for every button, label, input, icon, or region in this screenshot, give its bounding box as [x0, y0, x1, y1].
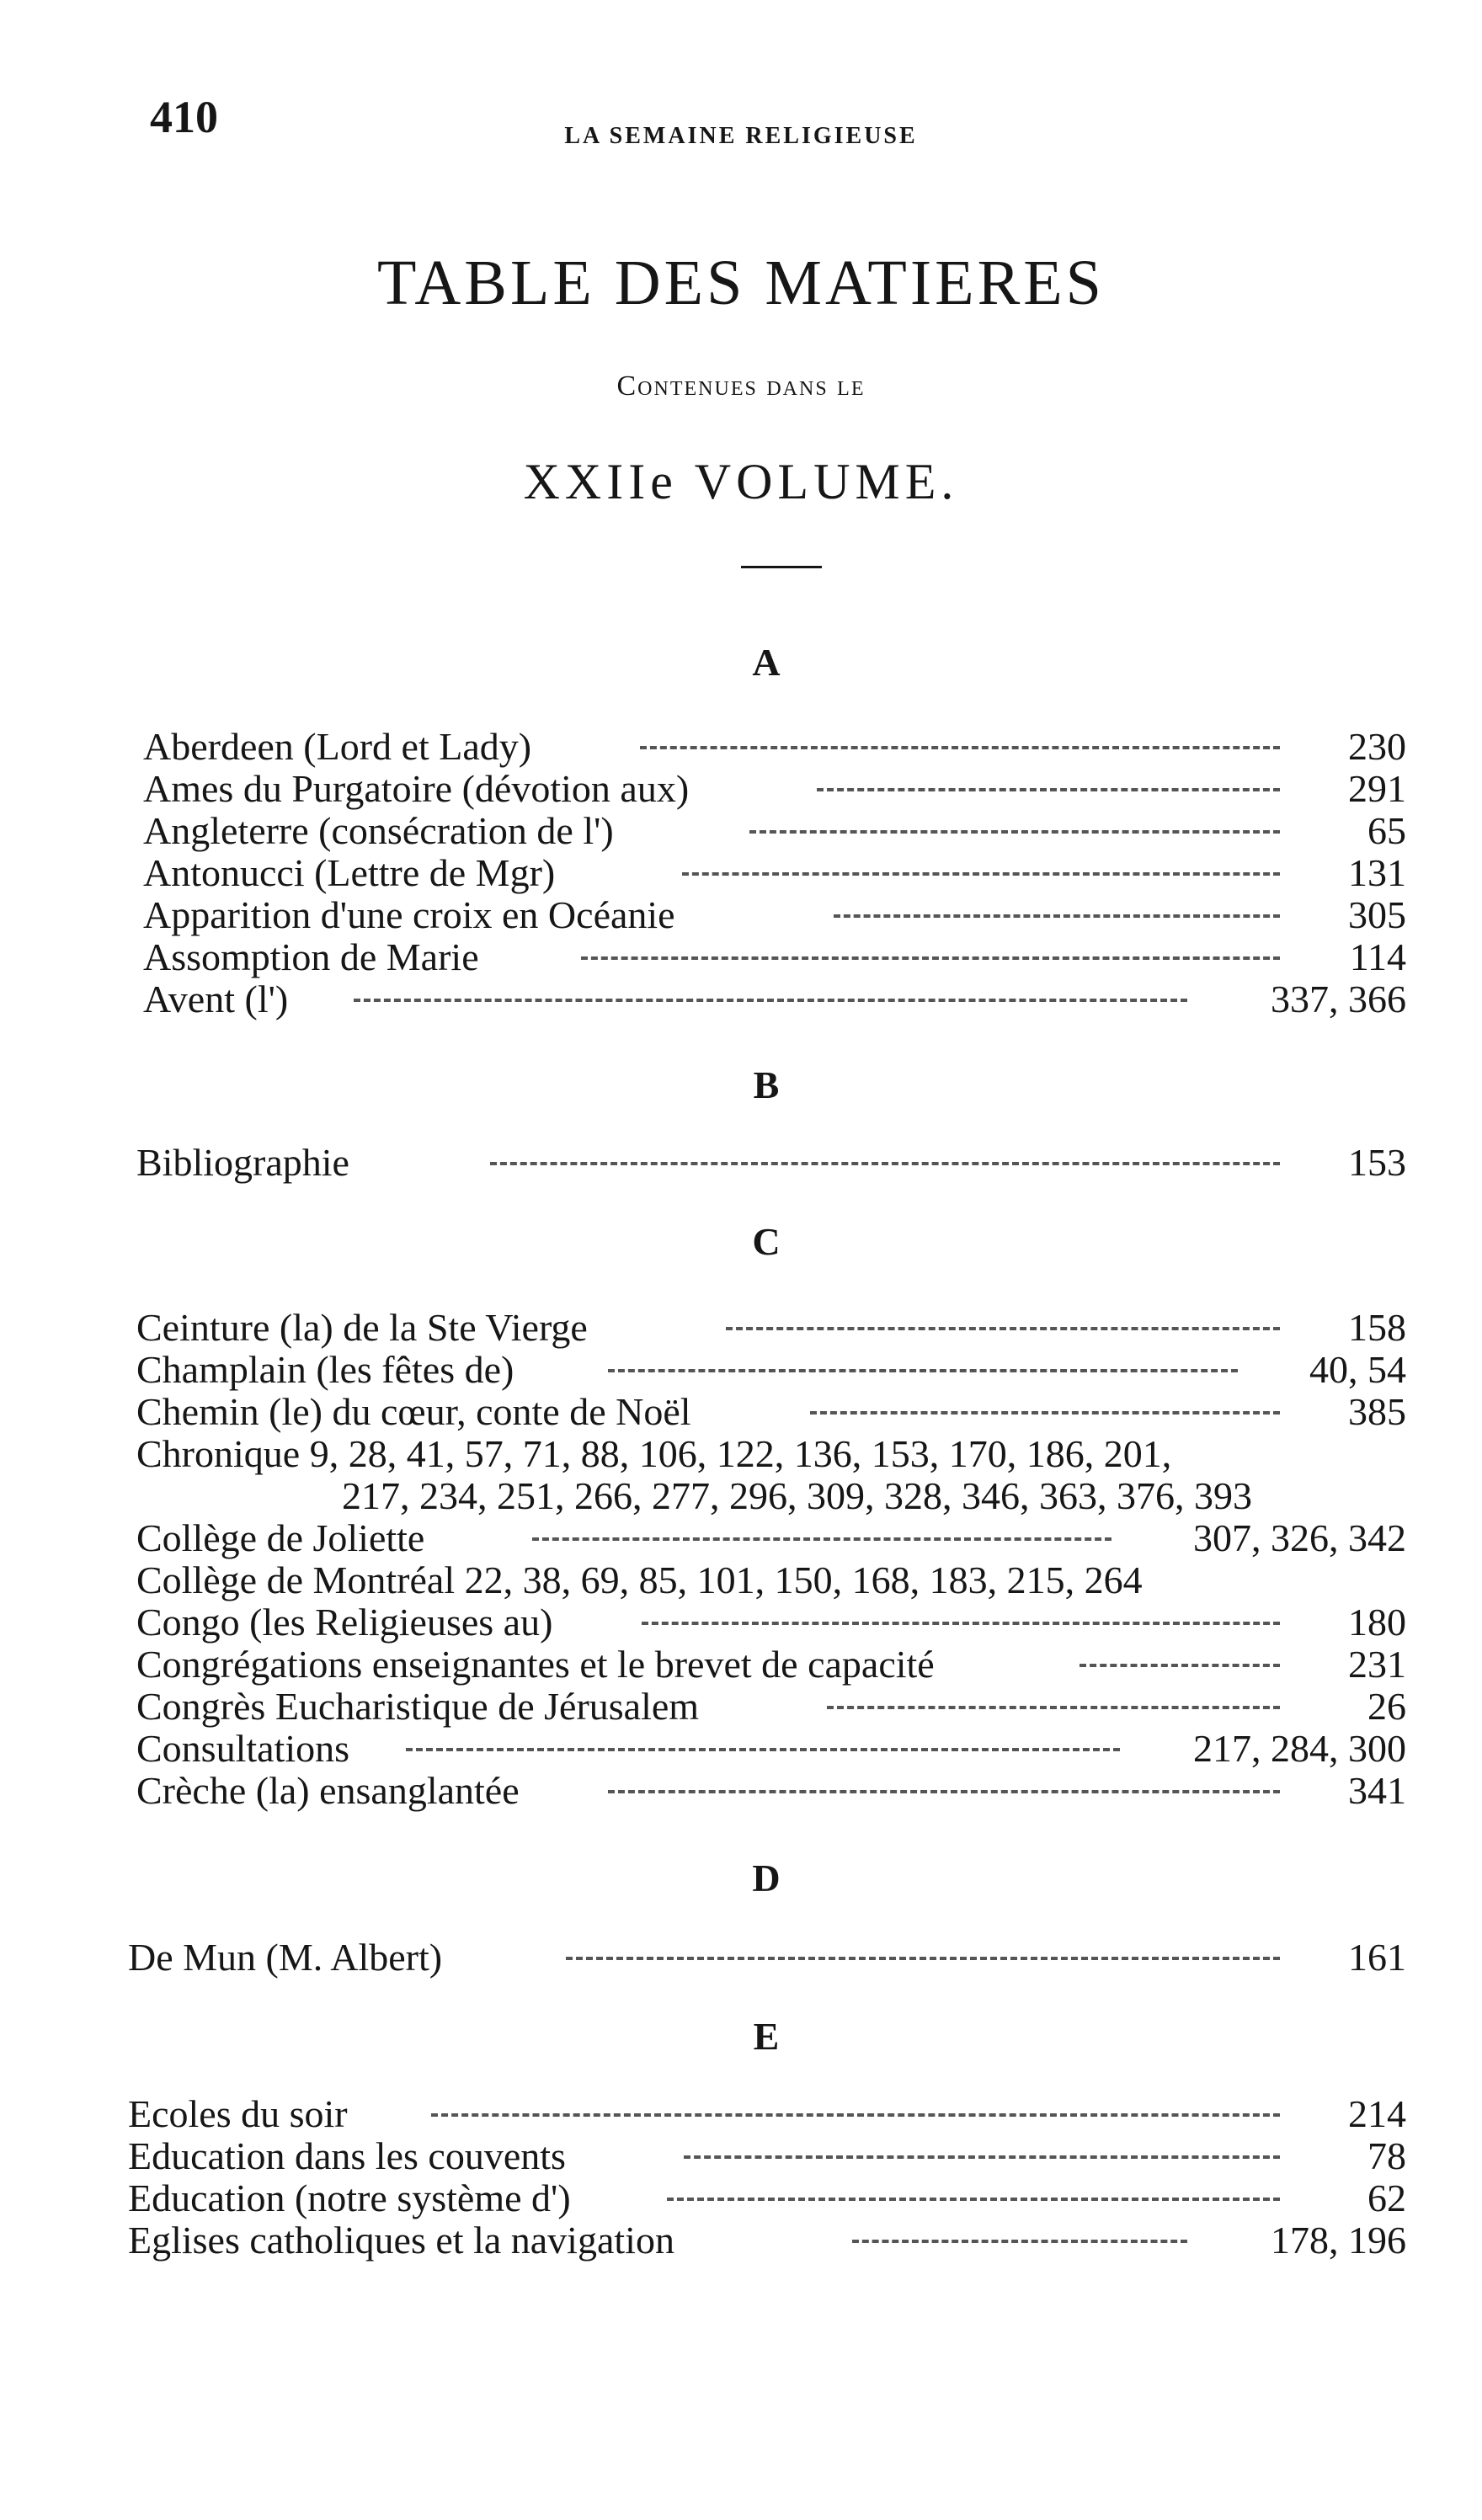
index-entry [143, 894, 1406, 936]
leader-dots [566, 1937, 1280, 1960]
entry-label: Collège de Joliette [136, 1516, 425, 1559]
entry-label: Ames du Purgatoire (dévotion aux) [143, 767, 690, 810]
entry-pages: 214 [1348, 2092, 1406, 2135]
index-entry [136, 1517, 1406, 1559]
entry-pages: 305 [1348, 893, 1406, 936]
entry-label: Bibliographie [136, 1141, 349, 1184]
index-entry [143, 852, 1406, 894]
leader-dots [852, 2219, 1187, 2243]
index-entry [136, 1433, 1406, 1475]
index-entry [143, 978, 1406, 1020]
index-entry [136, 1559, 1406, 1601]
entry-label: Apparition d'une croix en Océanie [143, 893, 675, 936]
entry-label: 217, 234, 251, 266, 277, 296, 309, 328, 346, 363, 376, 393 [342, 1474, 1252, 1517]
entry-label: Antonucci (Lettre de Mgr) [143, 851, 556, 894]
leader-dots [834, 894, 1280, 918]
section-letter-b: B [753, 1063, 780, 1106]
leader-dots [1080, 1644, 1280, 1667]
entry-label: Angleterre (consécration de l') [143, 809, 614, 852]
leader-dots [726, 1307, 1280, 1330]
page-number: 410 [150, 92, 218, 142]
index-entry [136, 1601, 1406, 1644]
leader-dots [642, 1601, 1280, 1625]
index-entry [136, 1349, 1406, 1391]
index-entry-continuation [136, 1475, 1406, 1517]
leader-dots [354, 978, 1187, 1002]
entry-pages: 161 [1348, 1936, 1406, 1979]
leader-dots [682, 852, 1280, 876]
entry-pages: 231 [1348, 1643, 1406, 1686]
leader-dots [667, 2177, 1280, 2201]
entry-pages: 40, 54 [1309, 1348, 1406, 1391]
entry-label: Education dans les couvents [128, 2134, 566, 2177]
entry-label: Assomption de Marie [143, 935, 479, 978]
section-letter-c: C [752, 1220, 781, 1263]
entry-label: Eglises catholiques et la navigation [128, 2219, 674, 2262]
entry-pages: 78 [1367, 2134, 1406, 2177]
entry-label: Collège de Montréal 22, 38, 69, 85, 101, 150, 168, 183, 215, 264 [136, 1558, 1143, 1601]
leader-dots [640, 726, 1280, 749]
index-entry [136, 1307, 1406, 1349]
index-entry [128, 2177, 1406, 2219]
entry-label: Congrès Eucharistique de Jérusalem [136, 1685, 700, 1728]
index-entry [128, 2135, 1406, 2177]
index-entry [143, 768, 1406, 810]
index-entry [128, 1937, 1406, 1979]
section-letter-a: A [752, 641, 781, 684]
entry-label: Chronique 9, 28, 41, 57, 71, 88, 106, 122, 136, 153, 170, 186, 201, [136, 1432, 1172, 1475]
entry-pages: 114 [1349, 935, 1406, 978]
entry-pages: 65 [1367, 809, 1406, 852]
index-entry [136, 1644, 1406, 1686]
running-title: LA SEMAINE RELIGIEUSE [564, 123, 918, 149]
index-entry [128, 2219, 1406, 2262]
entry-pages: 158 [1348, 1306, 1406, 1349]
entry-pages: 180 [1348, 1601, 1406, 1644]
leader-dots [431, 2093, 1280, 2117]
page-title: TABLE DES MATIERES [377, 248, 1105, 318]
entry-label: Aberdeen (Lord et Lady) [143, 725, 532, 768]
entry-label: Ceinture (la) de la Ste Vierge [136, 1306, 588, 1349]
leader-dots [581, 936, 1280, 960]
leader-dots [490, 1142, 1280, 1165]
page-header [0, 91, 1482, 150]
entry-pages: 62 [1367, 2176, 1406, 2219]
leader-dots [810, 1391, 1280, 1415]
index-entry [136, 1686, 1406, 1728]
leader-dots [749, 810, 1280, 834]
entry-pages: 385 [1348, 1390, 1406, 1433]
entry-label: De Mun (M. Albert) [128, 1936, 443, 1979]
entry-pages: 307, 326, 342 [1193, 1516, 1406, 1559]
entry-label: Champlain (les fêtes de) [136, 1348, 514, 1391]
index-entry [136, 1391, 1406, 1433]
entry-pages: 217, 284, 300 [1193, 1727, 1406, 1770]
index-entry [128, 2093, 1406, 2135]
entry-label: Ecoles du soir [128, 2092, 348, 2135]
index-entry [143, 726, 1406, 768]
entry-pages: 131 [1348, 851, 1406, 894]
leader-dots [406, 1728, 1120, 1751]
entry-pages: 337, 366 [1271, 978, 1406, 1020]
section-letter-d: D [752, 1857, 781, 1899]
entry-label: Crèche (la) ensanglantée [136, 1769, 520, 1812]
section-letter-e: E [753, 2015, 780, 2058]
entry-pages: 230 [1348, 725, 1406, 768]
index-entry [143, 810, 1406, 852]
entry-label: Congo (les Religieuses au) [136, 1601, 553, 1644]
entry-pages: 341 [1348, 1769, 1406, 1812]
leader-dots [608, 1770, 1280, 1793]
entry-pages: 178, 196 [1271, 2219, 1406, 2262]
volume-heading: XXIIe VOLUME. [523, 454, 959, 509]
entry-label: Consultations [136, 1727, 350, 1770]
entry-pages: 153 [1348, 1141, 1406, 1184]
leader-dots [817, 768, 1280, 791]
entry-pages: 26 [1367, 1685, 1406, 1728]
index-entry [136, 1770, 1406, 1812]
leader-dots [827, 1686, 1280, 1709]
index-entry [136, 1728, 1406, 1770]
entry-label: Congrégations enseignantes et le brevet de capacité [136, 1643, 935, 1686]
entry-label: Avent (l') [143, 978, 289, 1020]
leader-dots [608, 1349, 1238, 1372]
entry-label: Education (notre système d') [128, 2176, 571, 2219]
index-entry [143, 936, 1406, 978]
subtitle: Contenues dans le [616, 370, 866, 402]
entry-pages: 291 [1348, 767, 1406, 810]
leader-dots [532, 1517, 1112, 1541]
entry-label: Chemin (le) du cœur, conte de Noël [136, 1390, 691, 1433]
divider-rule [741, 566, 822, 568]
leader-dots [684, 2135, 1280, 2159]
index-entry [136, 1142, 1406, 1184]
